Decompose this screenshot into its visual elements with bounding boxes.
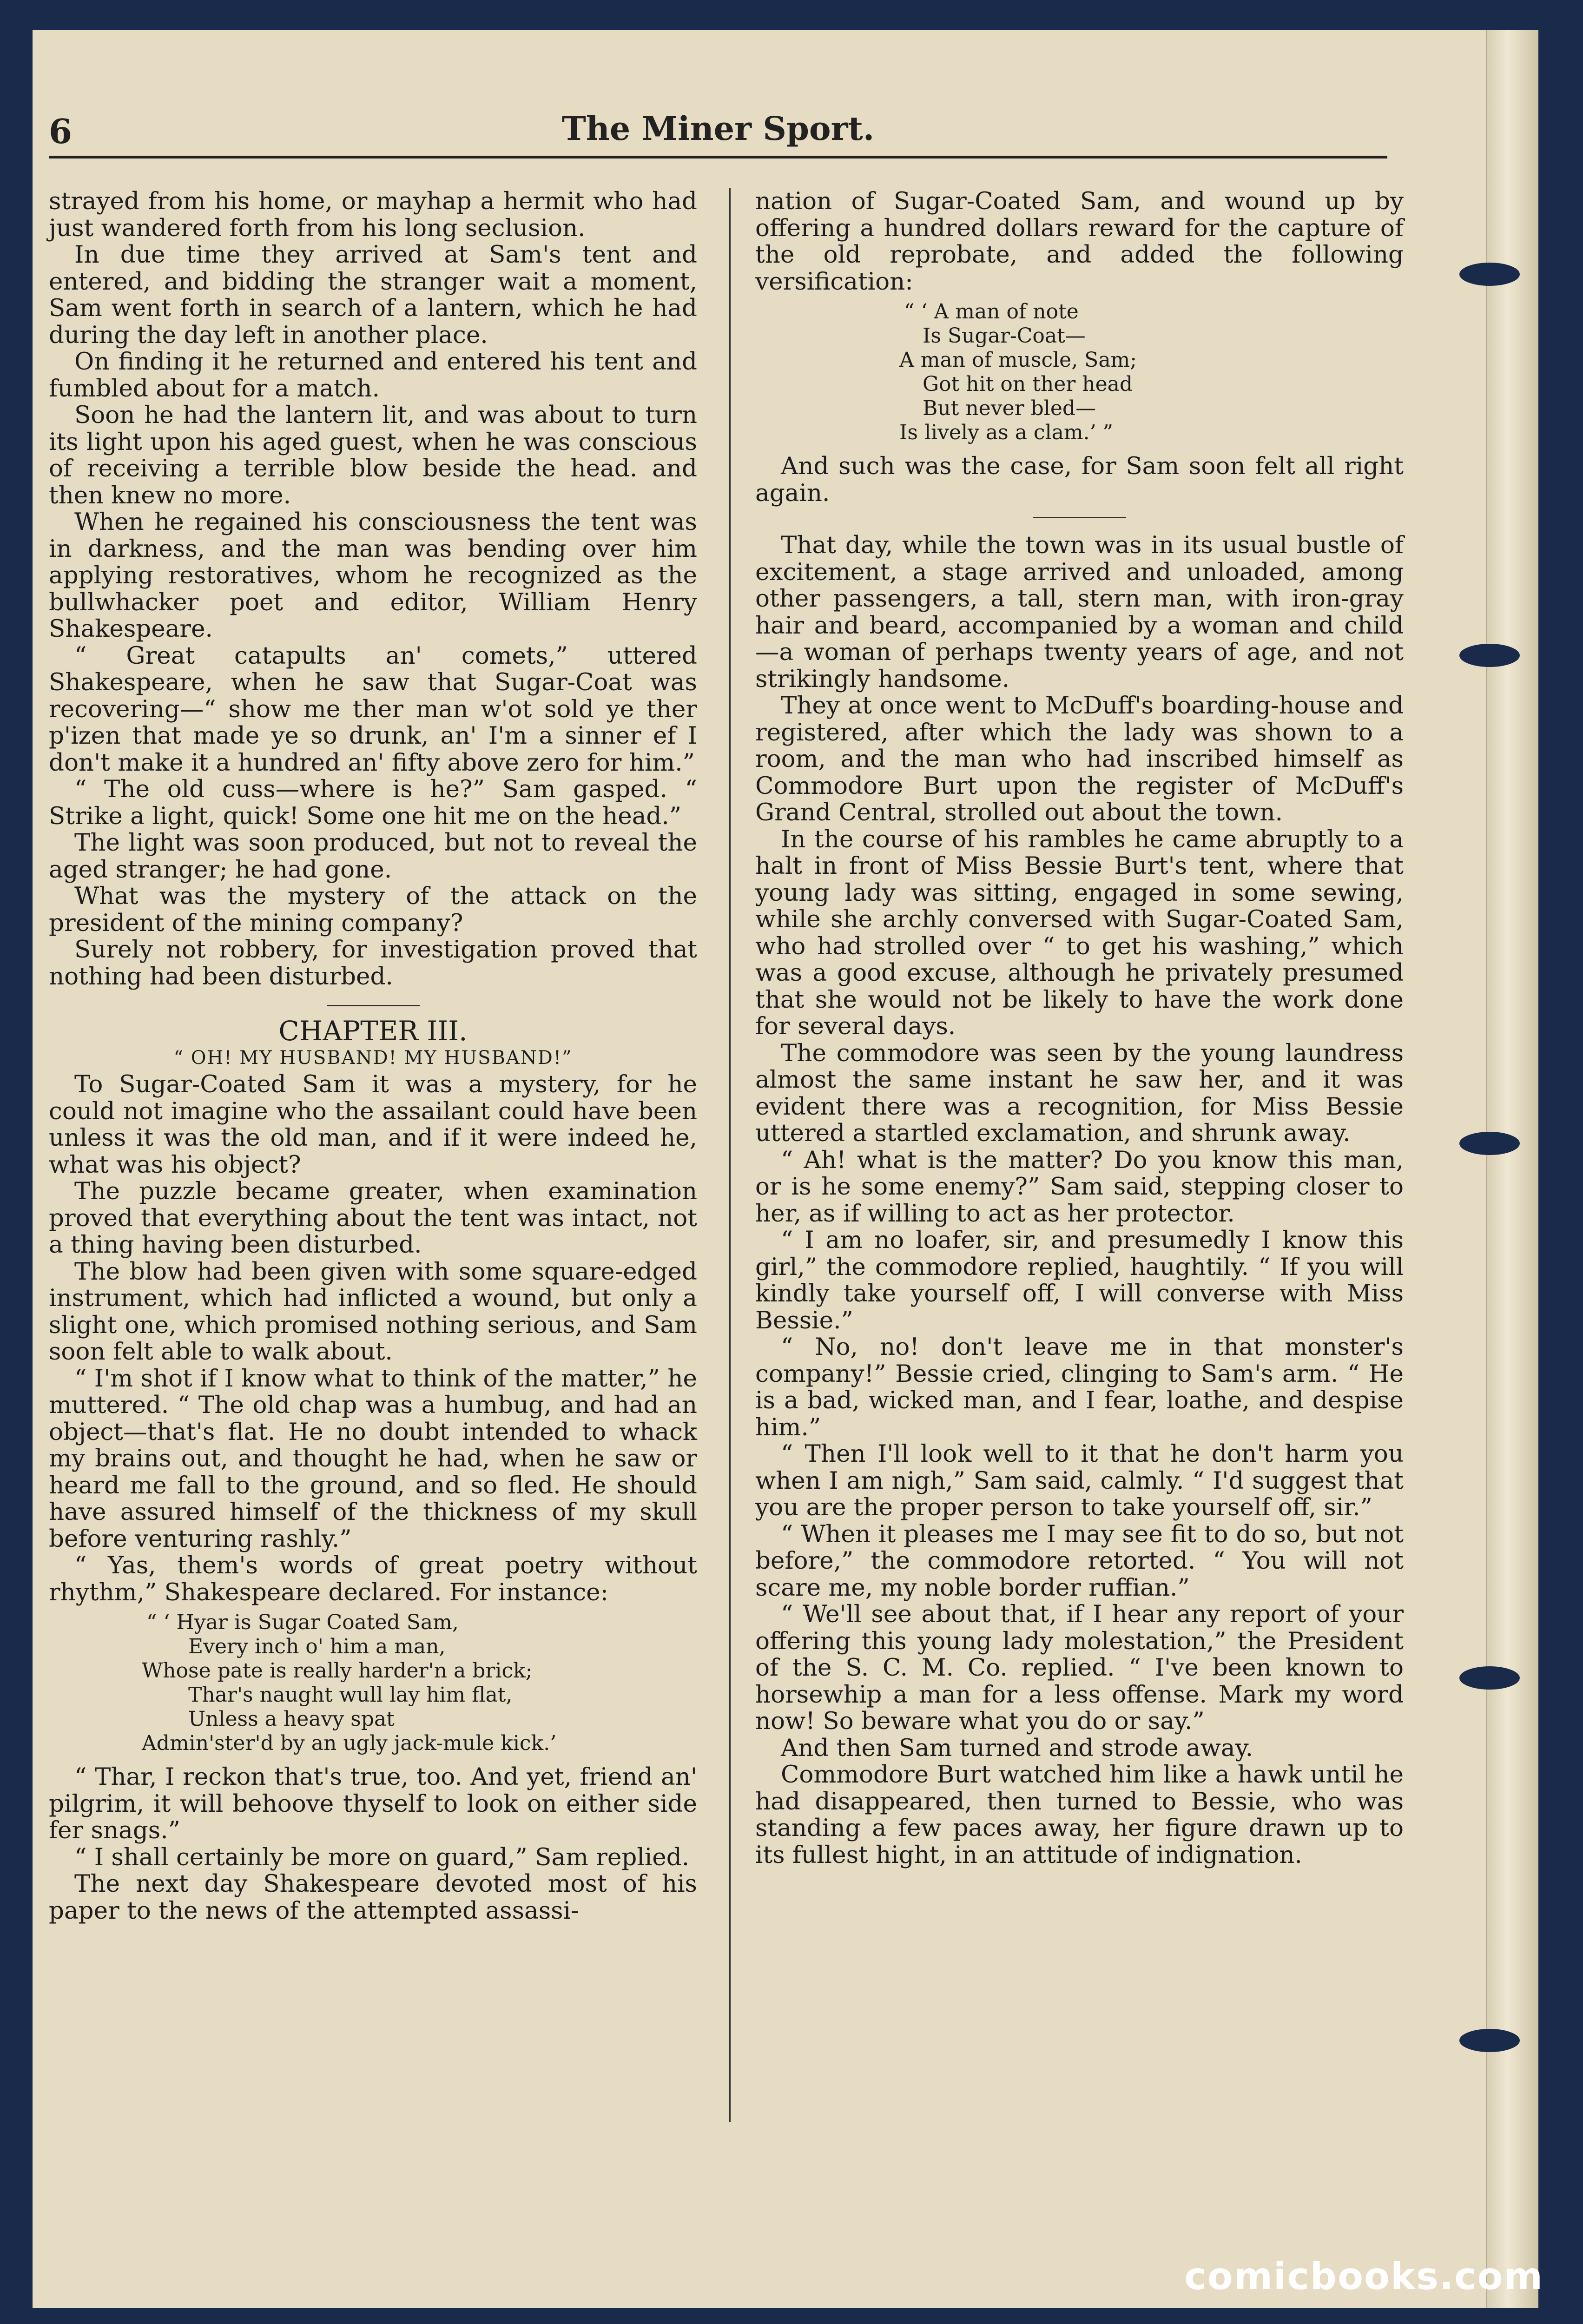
left-column	[49, 188, 697, 1924]
paragraph: The next day Shakespeare devoted most of his paper to the news of the attempted assassi-	[49, 1870, 697, 1925]
verse-line: “ ‘ Hyar is Sugar Coated Sam,	[146, 1611, 459, 1634]
chapter-subtitle: “ OH! MY HUSBAND! MY HUSBAND!”	[173, 1047, 573, 1069]
poem	[49, 1611, 697, 1756]
paragraph: Surely not robbery, for investigation proved that nothing had been disturbed.	[49, 936, 697, 990]
verse-line: Thar's naught wull lay him flat,	[188, 1683, 513, 1707]
paragraph: In due time they arrived at Sam's tent and entered, and bidding the stranger wait a moment, Sam went forth in search of a lantern, which he had during the day left in another place.	[49, 241, 697, 349]
verse-line: “ ‘ A man of note	[904, 300, 1079, 324]
paragraph: And then Sam turned and strode away.	[781, 1734, 1253, 1762]
paragraph: “ Ah! what is the matter? Do you know this man, or is he some enemy?” Sam said, stepping closer to her, as if willing to act as her protector.	[755, 1146, 1404, 1228]
paragraph: On finding it he returned and entered his tent and fumbled about for a match.	[49, 348, 697, 403]
column-divider	[729, 188, 731, 2122]
right-column	[755, 188, 1404, 1868]
verse-line: A man of muscle, Sam;	[899, 348, 1137, 372]
paragraph: “ I am no loafer, sir, and presumedly I know this girl,” the commodore replied, haughtily. “ If you will kindly take yourself off, I will converse with Miss Bessie.”	[755, 1226, 1404, 1334]
paragraph: “ No, no! don't leave me in that monster's company!” Bessie cried, clinging to Sam's arm. “ He is a bad, wicked man, and I fear, loathe, and despise him.”	[755, 1333, 1404, 1441]
paragraph: “ We'll see about that, if I hear any report of your offering this young lady molestation,” the President of the S. C. M. Co. replied. “ I've been known to horsewhip a man for a less offense. Mark my word now! So beware what you do or say.”	[755, 1600, 1404, 1735]
page-spine	[1486, 30, 1538, 2308]
verse-line: Admin'ster'd by an ugly jack-mule kick.’	[142, 1731, 557, 1755]
verse-line: Unless a heavy spat	[188, 1707, 395, 1731]
paragraph: “ I shall certainly be more on guard,” Sam replied.	[74, 1843, 690, 1871]
page-header	[49, 86, 1387, 160]
paragraph: “ Thar, I reckon that's true, too. And yet, friend an' pilgrim, it will behoove thyself to look on either side fer snags.”	[49, 1763, 697, 1844]
binding-tear	[1459, 263, 1520, 286]
paragraph: Commodore Burt watched him like a hawk until he had disappeared, then turned to Bessie, who was standing a few paces away, her figure drawn up to its fullest hight, in an attitude of indignation.	[755, 1761, 1404, 1869]
verse-line: Is lively as a clam.’ ”	[899, 421, 1114, 444]
page-number: 6	[49, 112, 73, 151]
paragraph: In the course of his rambles he came abruptly to a halt in front of Miss Bessie Burt's tent, where that young lady was sitting, engaged in some sewing, while she archly conversed with Sugar-Coated Sam, who had strolled over “ to get his washing,” which was a good excuse, although he privately presumed that she would not be likely to have the work done for several days.	[755, 825, 1404, 1040]
paragraph: “ Then I'll look well to it that he don't harm you when I am nigh,” Sam said, calmly. “ I'd suggest that you are the proper person to take yourself off, sir.”	[755, 1440, 1404, 1521]
site-watermark: comicbooks.com	[1184, 2255, 1543, 2298]
paragraph: The puzzle became greater, when examination proved that everything about the tent was intact, not a thing having been disturbed.	[49, 1177, 697, 1259]
poem	[755, 300, 1404, 445]
binding-tear	[1459, 1132, 1520, 1155]
binding-tear	[1459, 2029, 1520, 2052]
binding-tear	[1459, 644, 1520, 667]
paragraph: “ Yas, them's words of great poetry without rhythm,” Shakespeare declared. For instance:	[49, 1552, 697, 1606]
verse-line: Every inch o' him a man,	[188, 1635, 446, 1658]
paragraph: They at once went to McDuff's boarding-house and registered, after which the lady was shown to a room, and the man who had inscribed himself as Commodore Burt upon the register of McDuff's Grand Central, strolled out about the town.	[755, 692, 1404, 826]
paragraph: The light was soon produced, but not to reveal the aged stranger; he had gone.	[49, 829, 697, 884]
paragraph: “ I'm shot if I know what to think of the matter,” he muttered. “ The old chap was a humbug, and had an object—that's flat. He no doubt intended to whack my brains out, and thought he had, when he saw or heard me fall to the ground, and so fled. He should have assured himself of the thickness of my skull before venturing rashly.”	[49, 1364, 697, 1553]
chapter-title: CHAPTER III.	[49, 1018, 697, 1045]
paragraph: strayed from his home, or mayhap a hermit who had just wandered forth from his long seclusion.	[49, 187, 697, 242]
paragraph: “ The old cuss—where is he?” Sam gasped. “ Strike a light, quick! Some one hit me on the head.”	[49, 775, 697, 830]
paragraph: When he regained his consciousness the tent was in darkness, and the man was bending over him applying restoratives, whom he recognized as the bullwhacker poet and editor, William Henry Shakespeare.	[49, 508, 697, 643]
verse-line: Is Sugar-Coat—	[923, 324, 1086, 348]
paragraph: nation of Sugar-Coated Sam, and wound up by offering a hundred dollars reward for the capture of the old reprobate, and added the following versification:	[755, 187, 1404, 296]
paragraph: “ When it pleases me I may see fit to do so, but not before,” the commodore retorted. “ You will not scare me, my noble border ruffian.”	[755, 1520, 1404, 1602]
publication-title: The Miner Sport.	[561, 109, 875, 148]
binding-tear	[1459, 1666, 1520, 1690]
header-rule	[49, 156, 1387, 158]
paragraph: Soon he had the lantern lit, and was about to turn its light upon his aged guest, when he was conscious of receiving a terrible blow beside the head. and then knew no more.	[49, 401, 697, 509]
paragraph: What was the mystery of the attack on the president of the mining company?	[49, 882, 697, 937]
paragraph: And such was the case, for Sam soon felt all right again.	[755, 452, 1404, 507]
paragraph: The blow had been given with some square-edged instrument, which had inflicted a wound, but only a slight one, which promised nothing serious, and Sam soon felt able to walk about.	[49, 1257, 697, 1366]
paragraph: The commodore was seen by the young laundress almost the same instant he saw her, and it was evident there was a recognition, for Miss Bessie uttered a startled exclamation, and shrunk away.	[755, 1039, 1404, 1147]
paragraph: To Sugar-Coated Sam it was a mystery, for he could not imagine who the assailant could have been unless it was the old man, and if it were indeed he, what was his object?	[49, 1070, 697, 1179]
verse-line: Got hit on ther head	[923, 372, 1133, 396]
section-break-rule	[1033, 517, 1126, 518]
paragraph: That day, while the town was in its usual bustle of excitement, a stage arrived and unloaded, among other passengers, a tall, stern man, with iron-gray hair and beard, accompanied by a woman and child—a woman of perhaps twenty years of age, and not strikingly handsome.	[755, 531, 1404, 693]
verse-line: But never bled—	[923, 396, 1096, 420]
verse-line: Whose pate is really harder'n a brick;	[142, 1659, 533, 1683]
paragraph: “ Great catapults an' comets,” uttered Shakespeare, when he saw that Sugar-Coat was recovering—“ show me ther man w'ot sold ye ther p'izen that made ye so drunk, an' I'm a sinner ef I don't make it a hundred an' fifty above zero for him.”	[49, 641, 697, 777]
